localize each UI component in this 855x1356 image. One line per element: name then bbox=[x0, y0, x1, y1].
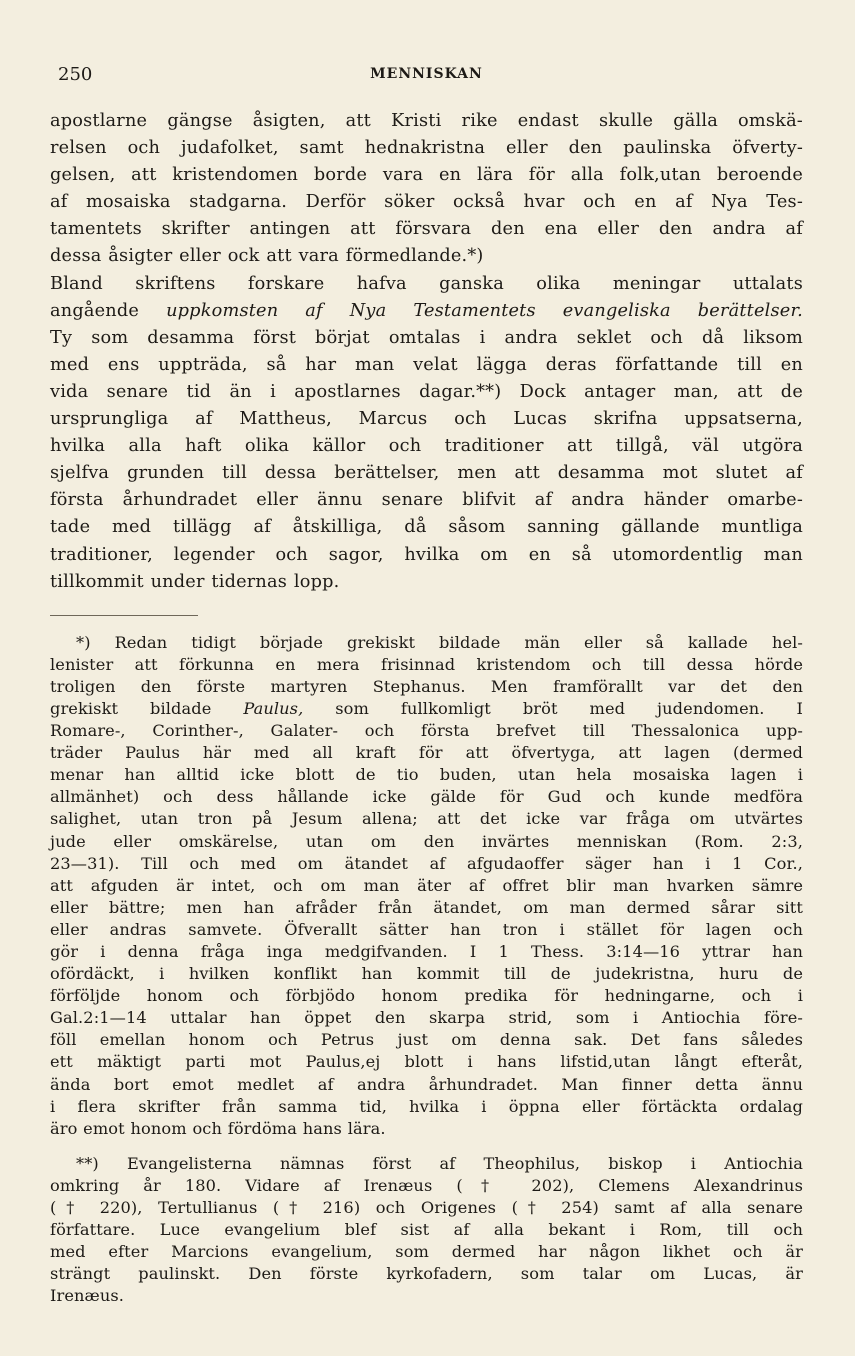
footnote-line: lenister att förkunna en mera frisinnad kristendom och till dessa hörde bbox=[50, 654, 803, 674]
text-line: gelsen, att kristendomen borde vara en lära för alla folk,utan beroende bbox=[50, 165, 803, 186]
footnote-line: menar han alltid icke blott de tio buden, utan hela mosaiska lagen i bbox=[50, 765, 803, 785]
text-fragment: som fullkomligt bröt med judendomen. I bbox=[335, 698, 803, 718]
footnote-line: († 220), Tertullianus († 216) och Origenes († 254) samt af alla senare bbox=[50, 1198, 803, 1218]
text-line: apostlarne gängse åsigten, att Kristi rike endast skulle gälla omskä- bbox=[50, 111, 803, 131]
text-line: ursprungliga af Mattheus, Marcus och Lucas skrifna uppsatserna, bbox=[50, 409, 803, 430]
footnote-line: ofördäckt, i hvilken konflikt han kommit till de judekristna, huru de bbox=[50, 964, 803, 984]
footnote-line: att afguden är intet, och om man äter af offret blir man hvarken sämre bbox=[50, 875, 803, 895]
footnote-line: med efter Marcions evangelium, som dermed har någon likhet och är bbox=[50, 1242, 803, 1262]
footnote-line: ett mäktigt parti mot Paulus,ej blott i hans lifstid,utan långt efteråt, bbox=[50, 1052, 803, 1072]
page-number: 250 bbox=[58, 64, 93, 85]
text-line: tade med tillägg af åtskilliga, då såsom sanning gällande muntliga bbox=[50, 517, 803, 538]
footnote-line: föll emellan honom och Petrus just om denna sak. Det fans således bbox=[50, 1030, 803, 1050]
footnote-line: träder Paulus här med all kraft för att öfvertyga, att lagen (dermed bbox=[50, 743, 803, 763]
text-line: dessa åsigter eller ock att vara förmedlande.*) bbox=[50, 246, 484, 267]
footnote-line: eller andras samvete. Öfverallt sätter han tron i stället för lagen och bbox=[50, 919, 803, 939]
footnote-1 bbox=[50, 632, 803, 1140]
footnote-divider bbox=[50, 615, 198, 616]
italic-phrase: uppkomsten af Nya Testamentets evangeliska berättelser. bbox=[166, 300, 803, 321]
footnote-line: Gal.2:1—14 uttalar han öppet den skarpa strid, som i Antiochia före- bbox=[50, 1008, 803, 1028]
text-line: hvilka alla haft olika källor och traditioner att tillgå, väl utgöra bbox=[50, 436, 803, 457]
text-line: traditioner, legender och sagor, hvilka om en så utomordentlig man bbox=[50, 544, 803, 565]
footnote-line: strängt paulinskt. Den förste kyrkofadern, som talar om Lucas, är bbox=[50, 1264, 803, 1284]
text-line: första århundradet eller ännu senare blifvit af andra händer omarbe- bbox=[50, 490, 803, 511]
text-line bbox=[50, 298, 803, 325]
footnote-line: förföljde honom och förbjödo honom predika för hedningarne, och i bbox=[50, 986, 803, 1006]
text-line: Ty som desamma först börjat omtalas i andra seklet och då liksom bbox=[50, 327, 803, 348]
text-fragment: angående bbox=[50, 300, 140, 321]
footnote-line: omkring år 180. Vidare af Irenæus († 202), Clemens Alexandrinus bbox=[50, 1175, 803, 1195]
text-line: vida senare tid än i apostlarnes dagar.**) Dock antager man, att de bbox=[50, 381, 803, 402]
text-fragment: grekiskt bildade bbox=[50, 698, 212, 718]
footnote-line: eller bättre; men han afråder från ätandet, om man dermed sårar sitt bbox=[50, 897, 803, 917]
text-line: sjelfva grunden till dessa berättelser, men att desamma mot slutet af bbox=[50, 463, 803, 484]
footnote-line: författare. Luce evangelium blef sist af alla bekant i Rom, till och bbox=[50, 1220, 803, 1240]
text-line: Bland skriftens forskare hafva ganska olika meningar uttalats bbox=[50, 273, 803, 294]
text-line: af mosaiska stadgarna. Derför söker också hvar och en af Nya Tes- bbox=[50, 192, 803, 213]
text-line: tillkommit under tidernas lopp. bbox=[50, 571, 340, 592]
footnote-line: gör i denna fråga inga medgifvanden. I 1 Thess. 3:14—16 yttrar han bbox=[50, 942, 803, 961]
running-head bbox=[50, 60, 803, 90]
footnote-line: **) Evangelisterna nämnas först af Theophilus, biskop i Antiochia bbox=[76, 1153, 803, 1173]
italic-name: Paulus, bbox=[243, 698, 304, 718]
footnote-line: äro emot honom och fördöma hans lära. bbox=[50, 1118, 386, 1138]
text-line: relsen och judafolket, samt hednakristna eller den paulinska öfverty- bbox=[50, 138, 803, 159]
footnote-line: *) Redan tidigt började grekiskt bildade män eller så kallade hel- bbox=[76, 632, 803, 652]
footnote-line: Romare-, Corinther-, Galater- och första brefvet till Thessalonica upp- bbox=[50, 721, 803, 741]
footnote-line: ända bort emot medlet af andra århundradet. Man finner detta ännu bbox=[50, 1074, 803, 1094]
running-title: MENNISKAN bbox=[370, 66, 483, 82]
main-text bbox=[50, 108, 803, 596]
text-line: med ens uppträda, så har man velat lägga deras författande till en bbox=[50, 354, 803, 375]
footnote-2 bbox=[50, 1153, 803, 1308]
footnote-line bbox=[50, 698, 803, 720]
footnote-line: i flera skrifter från samma tid, hvilka i öppna eller förtäckta ordalag bbox=[50, 1096, 803, 1116]
footnote-line: salighet, utan tron på Jesum allena; att det icke var fråga om utvärtes bbox=[50, 809, 803, 829]
footnote-line: Irenæus. bbox=[50, 1286, 125, 1306]
footnote-line: troligen den förste martyren Stephanus. Men framförallt var det den bbox=[50, 676, 803, 696]
footnote-line: 23—31). Till och med om ätandet af afgudaoffer säger han i 1 Cor., bbox=[50, 853, 803, 873]
footnote-line: allmänhet) och dess hållande icke gälde för Gud och kunde medföra bbox=[50, 787, 803, 807]
text-line: tamentets skrifter antingen att försvara den ena eller den andra af bbox=[50, 219, 803, 240]
footnote-line: jude eller omskärelse, utan om den invärtes menniskan (Rom. 2:3, bbox=[50, 831, 803, 851]
